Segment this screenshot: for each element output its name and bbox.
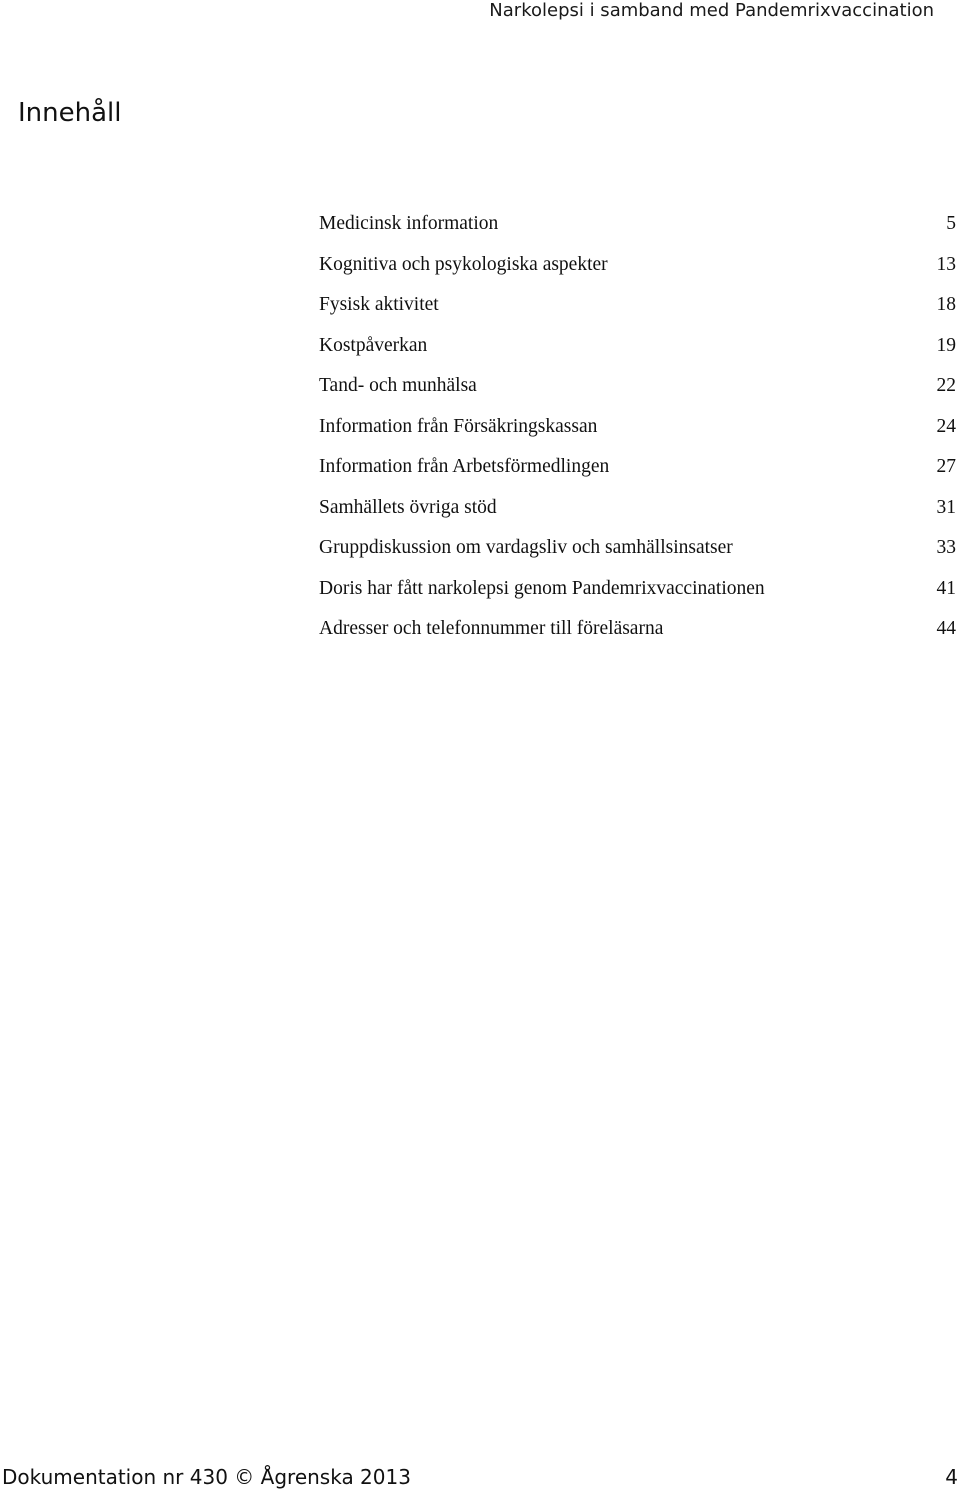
toc-entry-title: Kostpåverkan xyxy=(319,334,428,356)
toc-entry-title: Fysisk aktivitet xyxy=(319,294,439,315)
toc-entry[interactable] xyxy=(319,570,959,611)
running-header: Narkolepsi i samband med Pandemrixvaccination xyxy=(489,0,934,21)
toc-entry[interactable] xyxy=(319,408,959,449)
toc-entry-page: 31 xyxy=(936,496,956,518)
toc-entry-page: 18 xyxy=(936,294,956,315)
footer-page-number: 4 xyxy=(945,1465,958,1489)
toc-entry[interactable] xyxy=(319,327,959,368)
toc-entry[interactable] xyxy=(319,205,959,246)
toc-entry-page: 19 xyxy=(936,334,956,356)
footer-publication-info: Dokumentation nr 430 © Ågrenska 2013 xyxy=(2,1465,411,1489)
toc-entry-page: 5 xyxy=(946,213,956,234)
running-footer xyxy=(2,1464,958,1490)
toc-entry[interactable] xyxy=(319,246,959,287)
page-title: Innehåll xyxy=(18,98,122,128)
toc-entry-page: 44 xyxy=(936,618,956,639)
toc-entry-page: 24 xyxy=(936,415,956,437)
toc-entry[interactable] xyxy=(319,367,959,408)
toc-entry-title: Kognitiva och psykologiska aspekter xyxy=(319,253,608,275)
table-of-contents xyxy=(319,205,959,651)
toc-entry-title: Information från Försäkringskassan xyxy=(319,415,598,437)
toc-entry-page: 27 xyxy=(936,456,956,477)
toc-entry-page: 13 xyxy=(936,253,956,275)
toc-entry-title: Adresser och telefonnummer till föreläsarna xyxy=(319,618,664,639)
toc-entry-page: 41 xyxy=(936,577,956,599)
toc-entry-title: Medicinsk information xyxy=(319,213,499,234)
toc-entry-page: 22 xyxy=(936,375,956,396)
toc-entry[interactable] xyxy=(319,489,959,530)
toc-entry-title: Doris har fått narkolepsi genom Pandemrixvaccinationen xyxy=(319,577,765,599)
toc-entry[interactable] xyxy=(319,448,959,489)
toc-entry-title: Information från Arbetsförmedlingen xyxy=(319,456,610,477)
toc-entry-title: Gruppdiskussion om vardagsliv och samhällsinsatser xyxy=(319,537,733,558)
toc-entry-title: Samhällets övriga stöd xyxy=(319,496,497,518)
toc-entry-page: 33 xyxy=(936,537,956,558)
toc-entry[interactable] xyxy=(319,529,959,570)
toc-entry[interactable] xyxy=(319,610,959,651)
toc-entry[interactable] xyxy=(319,286,959,327)
toc-entry-title: Tand- och munhälsa xyxy=(319,375,477,396)
